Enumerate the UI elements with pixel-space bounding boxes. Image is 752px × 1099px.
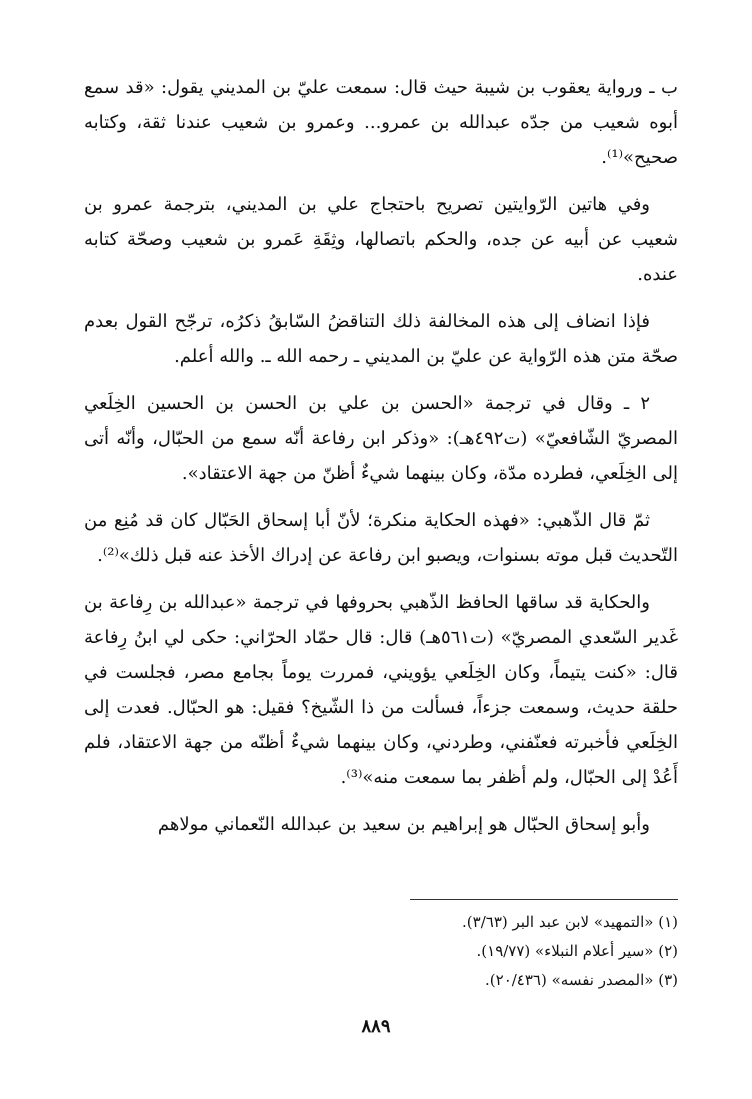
footnote-divider bbox=[410, 899, 678, 900]
paragraph-3: فإذا انضاف إلى هذه المخالفة ذلك التناقضُ السّابقُ ذكرُه، ترجّح القول بعدم صحّة متن هذه الرّواية عن عليّ بن المديني ـ رحمه الله ـ. والله أعلم. bbox=[84, 311, 678, 367]
footnotes bbox=[84, 908, 678, 995]
footnote-1: (١) «التمهيد» لابن عبد البر (٣/٦٣). bbox=[462, 913, 678, 931]
footnote-2: (٢) «سير أعلام النبلاء» (١٩/٧٧). bbox=[476, 942, 678, 960]
paragraph-4: ٢ ـ وقال في ترجمة «الحسن بن علي بن الحسن بن الحسين الخِلَعي المصريّ الشّافعيّ» (ت٤٩٢هـ): «وذكر ابن رفاعة أنّه سمع من الحبّال، وأنّه أتى إلى الخِلَعي، فطرده مدّة، وكان بينهما شيءٌ أظنّ من جهة الاعتقاد». bbox=[84, 393, 679, 484]
footnote-3: (٣) «المصدر نفسه» (٢٠/٤٣٦). bbox=[485, 971, 678, 989]
paragraph-5: ثمّ قال الذّهبي: «فهذه الحكاية منكرة؛ لأنّ أبا إسحاق الحَبّال كان قد مُنِع من التّحديث قبل موته بسنوات، ويصبو ابن رفاعة عن إدراك الأخذ عنه قبل ذلك»⁽²⁾. bbox=[84, 510, 678, 566]
page-number: ٨٨٩ bbox=[361, 1016, 391, 1037]
paragraph-7: وأبو إسحاق الحبّال هو إبراهيم بن سعيد بن عبدالله النّعماني مولاهم bbox=[157, 814, 650, 835]
main-text bbox=[84, 70, 678, 854]
paragraph-6: والحكاية قد ساقها الحافظ الذّهبي بحروفها في ترجمة «عبدالله بن رِفاعة بن غَدير السّعدي المصريّ» (ت٥٦١هـ) قال: قال حمّاد الحرّاني: حكى لي ابنُ رِفاعة قال: «كنت يتيماً، وكان الخِلَعي يؤويني، فمررت يوماً بجامع مصر، فجلست في حلقة حديث، وسمعت جزءاً، فسألت من ذا الشّيخ؟ فقيل: هو الحبّال. فعدت إلى الخِلَعي فأخبرته فعنّفني، وطردني، وكان بينهما شيءٌ أظنّه من جهة الاعتقاد، فلم أَعُدْ إلى الحبّال، ولم أظفر بما سمعت منه»⁽³⁾. bbox=[84, 592, 678, 788]
paragraph-2: وفي هاتين الرّوايتين تصريح باحتجاج علي بن المديني، بترجمة عمرو بن شعيب عن أبيه عن جده، والحكم باتصالها، وثِقَةِ عَمرو بن شعيب وصحّة كتابه عنده. bbox=[84, 194, 678, 285]
paragraph-1: ب ـ ورواية يعقوب بن شيبة حيث قال: سمعت عليّ بن المديني يقول: «قد سمع أبوه شعيب من جدّه عبدالله بن عمرو... وعمرو بن شعيب عندنا ثقة، وكتابه صحيح»⁽¹⁾. bbox=[84, 77, 678, 168]
